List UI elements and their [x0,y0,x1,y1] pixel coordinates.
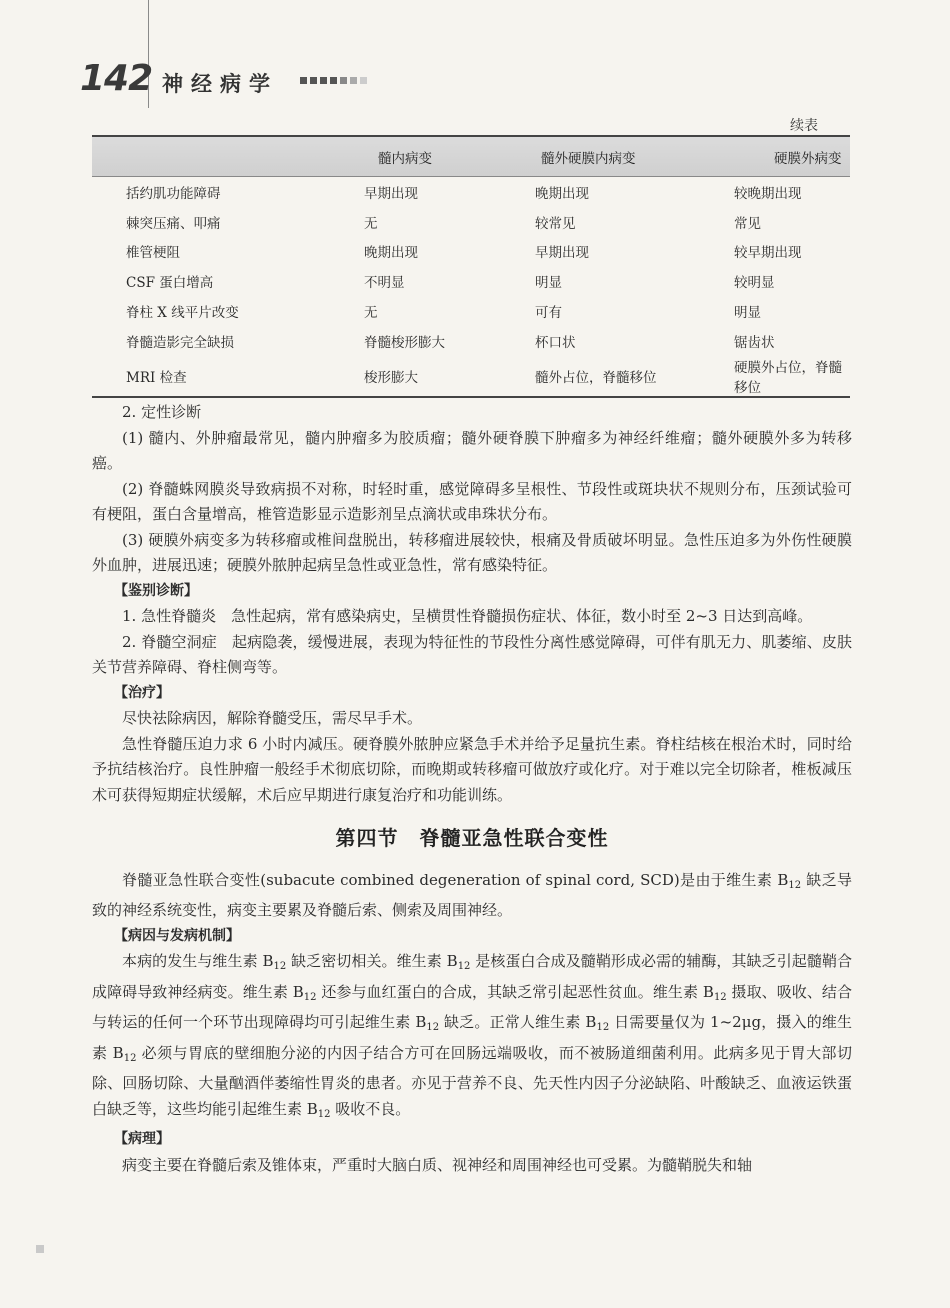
paragraph: 尽快祛除病因，解除脊髓受压，需尽早手术。 [122,709,423,727]
header-decoration [300,77,367,84]
subscript: 12 [317,1108,331,1120]
subscript: 12 [788,879,802,891]
corner-mark [36,1245,44,1253]
text-run: 吸收不良。 [330,1099,411,1118]
paragraph: 1. 急性脊髓炎 急性起病，常有感染病史，呈横贯性脊髓损伤症状、体征，数小时至 2~3 日达到高峰。 [122,607,813,625]
heading-treatment: 【治疗】 [114,684,170,701]
table-cell: 无 [364,215,378,232]
subscript: 12 [273,961,287,972]
table-cell: 较常见 [535,215,576,232]
table-cell: 杯口状 [535,334,576,351]
table-cell: 较晚期出现 [734,185,802,202]
text-run: 还参与血红蛋白的合成，其缺乏常引起恶性贫血。维生素 B [316,982,714,1001]
table-cell: 晚期出现 [364,245,418,262]
heading-etiology: 【病因与发病机制】 [114,927,240,944]
text-run: 缺乏导致的神经系统变性，病变主要累及脊髓后索、侧索及周围神经。 [92,870,852,919]
table-cell: 脊髓造影完全缺损 [126,334,234,351]
table-header-cell [92,136,364,177]
paragraph [92,868,852,924]
table-row [92,237,850,267]
table-cell: 早期出现 [535,245,589,262]
table-cell: MRI 检查 [92,356,364,397]
table-continued-label: 续表 [790,118,818,134]
table-cell: 可有 [535,305,562,322]
paragraph: 急性脊髓压迫力求 6 小时内减压。硬脊膜外脓肿应紧急手术并给予足量抗生素。脊柱结核在根治术时，同时给予抗结核治疗。良性肿瘤一般经手术彻底切除，而晚期或转移瘤可做放疗或化疗。对于难以完全切除者，椎板减压术可获得短期症状缓解，术后应早期进行康复治疗和功能训练。 [92,734,852,804]
table-row [92,356,850,397]
table-cell: 常见 [734,215,761,232]
table-header-cell: 髓外硬膜内病变 [535,136,734,177]
paragraph [92,949,852,1127]
heading-pathology: 【病理】 [114,1131,170,1147]
table-cell: CSF 蛋白增高 [126,275,214,292]
table-cell: 梭形膨大 [364,356,535,397]
table-row [92,177,850,207]
text-run: 本病的发生与维生素 B [122,952,274,970]
table-cell: 明显 [734,305,761,322]
table-header-cell: 髓内病变 [364,136,535,177]
book-title: 神经病学 [162,72,278,96]
text-run: 日需要量仅为 1~2μg，摄入的维生素 B [92,1013,853,1062]
table-row [92,207,850,237]
page-number: 142 [80,58,153,99]
table-header-row [92,136,850,177]
paragraph: (2) 脊髓蛛网膜炎导致病损不对称，时轻时重，感觉障碍多呈根性、节段性或斑块状不规则分布，压颈试验可有梗阻，蛋白含量增高，椎管造影显示造影剂呈点滴状或串珠状分布。 [92,479,852,523]
paragraph: (3) 硬膜外病变多为转移瘤或椎间盘脱出，转移瘤进展较快，根痛及骨质破坏明显。急性压迫多为外伤性硬膜外血肿，进展迅速；硬膜外脓肿起病呈急性或亚急性，常有感染特征。 [92,530,852,574]
table-cell: 脊柱 X 线平片改变 [126,305,239,322]
subscript: 12 [426,1022,440,1033]
section-title: 第四节 脊髓亚急性联合变性 [335,826,609,850]
table-row [92,266,850,296]
main-content [92,400,852,1178]
table-cell: 硬膜外占位，脊髓移位 [734,356,850,397]
table-row [92,326,850,356]
paragraph: (1) 髓内、外肿瘤最常见，髓内肿瘤多为胶质瘤；髓外硬脊膜下肿瘤多为神经纤维瘤；髓外硬膜外多为转移癌。 [92,428,852,472]
subscript: 12 [303,991,317,1003]
text-run: 缺乏。正常人维生素 B [439,1013,597,1031]
paragraph: 2. 脊髓空洞症 起病隐袭，缓慢进展，表现为特征性的节段性分离性感觉障碍，可伴有肌无力、肌萎缩、皮肤关节营养障碍、脊柱侧弯等。 [92,632,852,676]
table-cell: 无 [364,305,378,322]
subscript: 12 [713,991,727,1003]
comparison-table [92,135,850,398]
subscript: 12 [596,1022,610,1033]
table-cell: 髓外占位，脊髓移位 [535,356,734,397]
text-run: 缺乏密切相关。维生素 B [286,952,458,970]
heading-differential-diagnosis: 【鉴别诊断】 [114,582,198,599]
paragraph: 病变主要在脊髓后索及锥体束，严重时大脑白质、视神经和周围神经也可受累。为髓鞘脱失和轴 [122,1155,753,1174]
table-cell: 晚期出现 [535,185,589,202]
table-header-cell: 硬膜外病变 [734,136,850,177]
text-run: 脊髓亚急性联合变性(subacute combined degeneration of spinal cord, SCD)是由于维生素 B [122,870,789,889]
subheading-qualitative-diagnosis: 2. 定性诊断 [122,403,202,421]
table-cell: 锯齿状 [734,334,775,351]
text-run: 摄取、吸收、结合与转运的任何一个环节出现障碍均可引起维生素 B [92,982,852,1031]
table-cell: 早期出现 [364,185,418,202]
table-cell: 较明显 [734,275,775,292]
table-cell: 椎管梗阻 [126,245,180,262]
table-cell: 不明显 [364,275,405,292]
table-row [92,296,850,326]
table-cell: 较早期出现 [734,245,802,262]
table-cell: 括约肌功能障碍 [126,185,221,202]
table-cell: 棘突压痛、叩痛 [126,215,221,232]
text-run: 必须与胃底的壁细胞分泌的内因子结合方可在回肠远端吸收，而不被肠道细菌利用。此病多见于胃大部切除、回肠切除、大量酗酒伴萎缩性胃炎的患者。亦见于营养不良、先天性内因子分泌缺陷、叶酸缺乏、血液运铁蛋白缺乏等，这些均能引起维生素 B [92,1043,852,1118]
subscript: 12 [123,1052,137,1064]
table-cell: 明显 [535,275,562,292]
text-run: 是核蛋白合成及髓鞘形成必需的辅酶，其缺乏引起髓鞘合成障碍导致神经病变。维生素 B [92,952,852,1001]
table-cell: 脊髓梭形膨大 [364,334,445,351]
subscript: 12 [457,961,471,972]
